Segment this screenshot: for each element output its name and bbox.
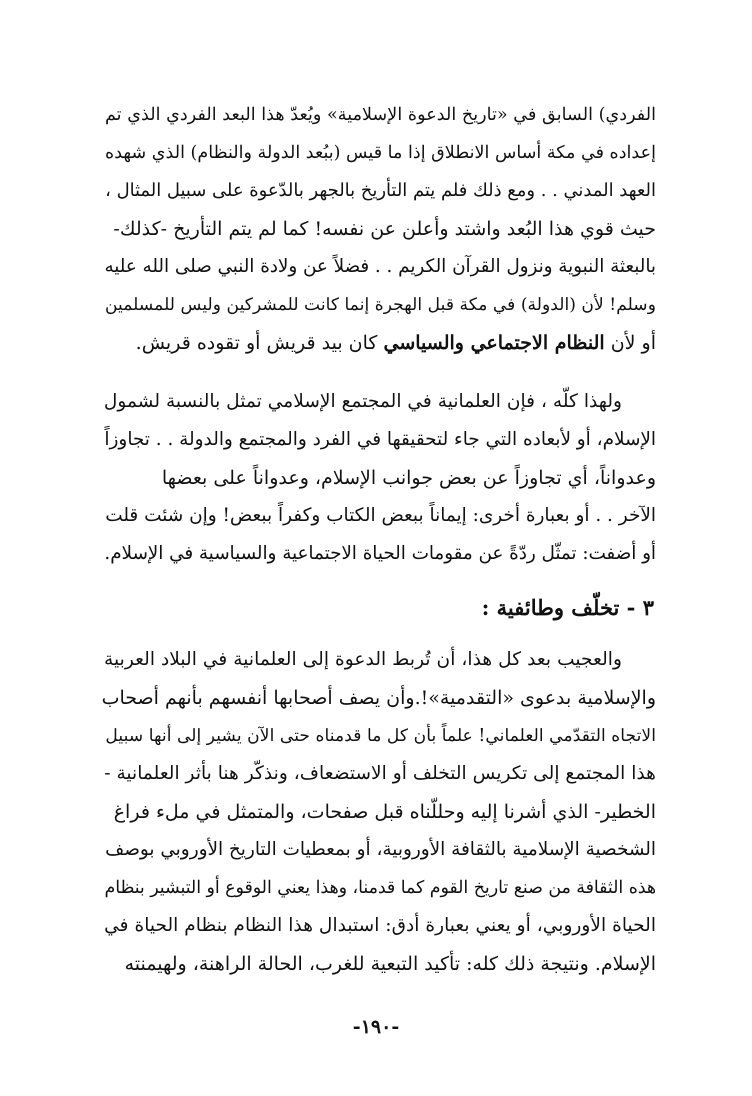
- last-line-end: كان بيد قريش أو تقوده قريش.: [135, 332, 384, 354]
- paragraph-2-line-4: الآخر . . أو بعبارة أخرى: إيماناً ببعض الكتاب وكفراً ببعض! وإن شئت قلت: [105, 505, 656, 526]
- last-line-start: أو لأن: [604, 332, 656, 354]
- paragraph-2-line-2: الإسلام، أو لأبعاده التي جاء لتحقيقها في الفرد والمجتمع والدولة . . تجاوزاً: [104, 429, 656, 450]
- paragraph-1-line-7: [96, 324, 656, 362]
- paragraph-2: [96, 383, 656, 573]
- paragraph-1: [96, 96, 656, 362]
- paragraph-1-line-4: حيث قوي هذا البُعد واشتد وأعلن عن نفسه! كما لم يتم التأريخ -كذلك-: [113, 218, 656, 240]
- paragraph-2-line-1-text: ولهذا كلّه ، فإن العلمانية في المجتمع الإسلامي تمثل بالنسبة لشمول: [103, 391, 622, 412]
- paragraph-3-line-6: الشخصية الإسلامية بالثقافة الأوروبية، أو بمعطيات التاريخ الأوروبي بوصف: [105, 839, 656, 860]
- paragraph-1-line-5: بالبعثة النبوية ونزول القرآن الكريم . . فضلاً عن ولادة النبي صلى الله عليه: [104, 256, 656, 277]
- paragraph-1-line-3: العهد المدني . . ومع ذلك فلم يتم التأريخ بالجهر بالدّعوة على سبيل المثال ،: [105, 180, 656, 201]
- paragraph-1-line-2: إعداده في مكة أساس الانطلاق إذا ما قيس (ببُعد الدولة والنظام) الذي شهده: [105, 143, 656, 163]
- paragraph-3-line-1: [96, 641, 656, 679]
- paragraph-1-line-1: الفردي) السابق في «تاريخ الدعوة الإسلامية» ويُعدّ هذا البعد الفردي الذي تم: [104, 105, 656, 125]
- page-number: -١٩٠-: [352, 1016, 400, 1038]
- paragraph-3-line-8: الحياة الأوروبي، أو يعني بعبارة أدق: استبدال هذا النظام بنظام الحياة في: [104, 915, 656, 936]
- paragraph-3-line-1-text: والعجيب بعد كل هذا، أن تُربط الدعوة إلى العلمانية في البلاد العربية: [104, 649, 622, 670]
- paragraph-3-line-7: هذه الثقافة من صنع تاريخ القوم كما قدمنا، وهذا يعني الوقوع أو التبشير بنظام: [104, 878, 656, 898]
- paragraph-3: [96, 641, 656, 983]
- paragraph-3-line-4: هذا المجتمع إلى تكريس التخلف أو الاستضعاف، ونذكّر هنا بأثر العلمانية -: [104, 763, 656, 784]
- paragraph-2-line-1: [96, 383, 656, 421]
- paragraph-3-line-5: الخطير- الذي أشرنا إليه وحللّناه قبل صفحات، والمتمثل في ملء فراغ: [113, 801, 656, 823]
- paragraph-3-line-9: الإسلام. ونتيجة ذلك كله: تأكيد التبعية للغرب، الحالة الراهنة، ولهيمنته: [124, 953, 656, 975]
- paragraph-3-line-3: الاتجاه التقدّمي العلماني! علماً بأن كل ما قدمناه حتى الآن يشير إلى أنها سبيل: [105, 726, 656, 746]
- paragraph-1-line-6: وسلم! لأن (الدولة) في مكة قبل الهجرة إنما كانت للمشركين وليس للمسلمين: [104, 295, 656, 315]
- bold-phrase: النظام الاجتماعي والسياسي: [383, 332, 605, 354]
- paragraph-3-line-2: والإسلامية بدعوى «التقدمية»!.وأن يصف أصحابها أنفسهم بأنهم أصحاب: [101, 687, 656, 709]
- paragraph-2-line-3: وعدواناً، أي تجاوزاً عن بعض جوانب الإسلام، وعدواناً على بعضها: [161, 467, 656, 489]
- section-heading: ٣ - تخلّف وطائفية :: [481, 595, 654, 620]
- paragraph-2-line-5: أو أضفت: تمثّل ردّةً عن مقومات الحياة الاجتماعية والسياسية في الإسلام.: [104, 543, 656, 564]
